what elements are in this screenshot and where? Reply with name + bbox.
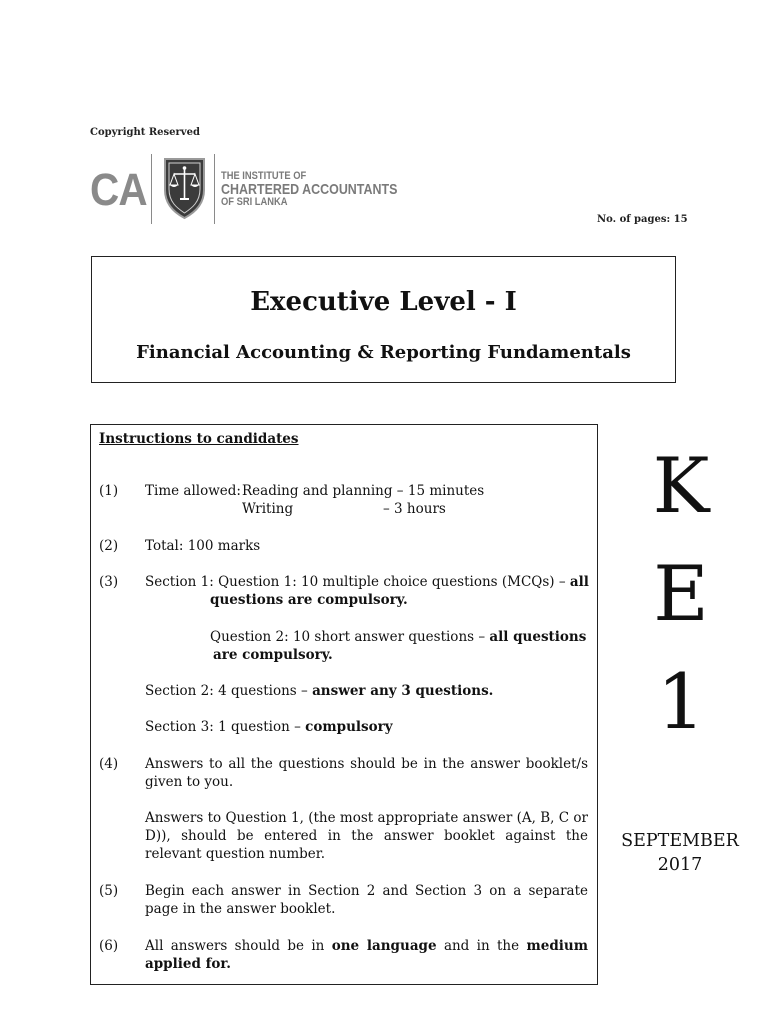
item-number: (5) [99,883,119,899]
section1-question2-emphasis: all questions [489,629,587,645]
section1-question1-emphasis: all [569,574,589,590]
item-number: (1) [99,483,119,499]
copyright-notice: Copyright Reserved [90,127,200,138]
institute-logo [90,152,398,228]
section3-emphasis: compulsory [305,719,393,735]
logo-ca-text: CA [90,164,147,215]
instructions-box [90,424,598,985]
logo-line-3: OF SRI LANKA [221,196,288,208]
section3-line [145,718,393,736]
paper-code-letter: E [653,549,709,638]
scales-shield-icon [161,156,208,220]
section1-question1 [145,573,589,591]
item-number: (6) [99,938,119,954]
logo-institute-name [221,171,434,208]
writing-time: – 3 hours [383,501,446,517]
writing-label: Writing [242,501,294,517]
section2-line [145,682,493,700]
logo-line-1: THE INSTITUTE OF [221,170,307,182]
language-instruction [145,937,588,973]
question1-answer-instruction: Answers to Question 1, (the most appropriate answer (A, B, C or D)), should be entered in the answer booklet against the relevant question number. [145,810,588,862]
language-text-2: and in the [443,938,520,954]
logo-divider [214,154,215,224]
section1-question2-cont [213,646,333,664]
language-emphasis-1: one language [331,938,437,954]
session-month: SEPTEMBER [621,831,739,851]
section2-text: Section 2: 4 questions – [145,683,308,699]
separate-page-instruction: Begin each answer in Section 2 and Section 3 on a separate page in the answer booklet. [145,883,588,917]
instructions-heading: Instructions to candidates [99,431,299,447]
reading-time: Reading and planning – 15 minutes [242,483,485,499]
language-text-1: All answers should be in [145,938,325,954]
section3-text: Section 3: 1 question – [145,719,301,735]
item-number: (3) [99,574,119,590]
paper-code-letter: K [652,441,710,530]
time-allowed-label: Time allowed: [145,483,241,499]
total-marks: Total: 100 marks [145,538,261,554]
exam-title-box [91,256,676,383]
section1-question2-emphasis-2: are compulsory. [213,647,333,663]
language-emphasis-2: medium applied for. [145,938,589,972]
section1-question1-cont [210,591,408,609]
section1-question2 [210,628,586,646]
logo-divider [151,154,152,224]
exam-subject: Financial Accounting & Reporting Fundamentals [136,342,631,363]
item-number: (2) [99,538,119,554]
section2-emphasis: answer any 3 questions. [312,683,494,699]
exam-session [610,829,750,877]
logo-line-2: CHARTERED ACCOUNTANTS [221,181,398,198]
item-number: (4) [99,756,119,772]
session-year: 2017 [657,855,703,875]
page-count: No. of pages: 15 [597,214,688,225]
exam-level: Executive Level - I [250,287,517,317]
section1-question1-text: Section 1: Question 1: 10 multiple choice questions (MCQs) – [145,574,566,590]
answers-booklet-instruction: Answers to all the questions should be in the answer booklet/s given to you. [145,756,588,790]
section1-question2-text: Question 2: 10 short answer questions – [210,629,486,645]
paper-code-digit: 1 [656,657,706,746]
section1-question1-emphasis-2: questions are compulsory. [210,592,408,608]
